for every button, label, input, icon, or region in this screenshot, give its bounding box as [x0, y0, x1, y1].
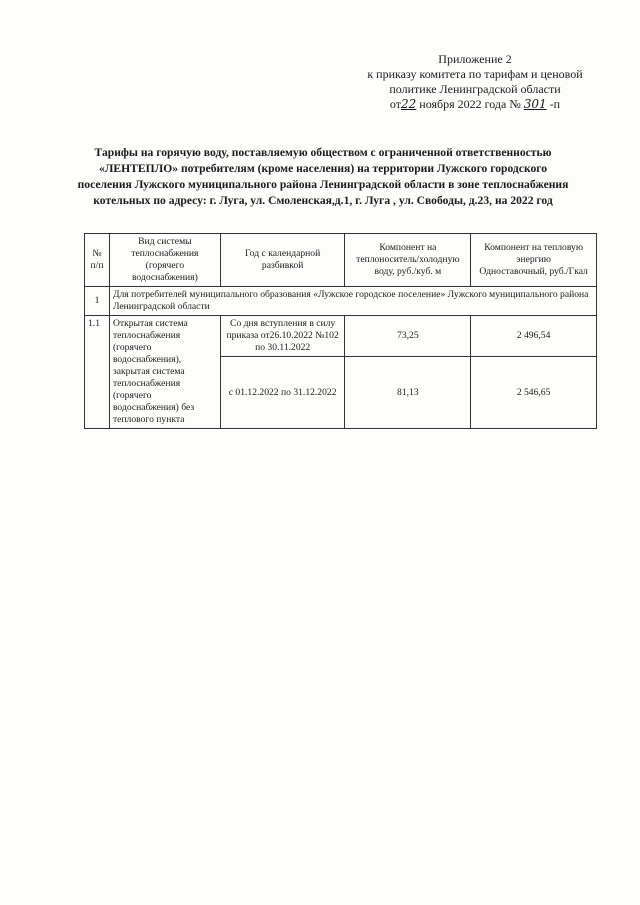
period-cell: с 01.12.2022 по 31.12.2022 [220, 357, 345, 429]
title-line: котельных по адресу: г. Луга, ул. Смоленская,д.1, г. Луга , ул. Свободы, д.23, на 2022 год [93, 194, 553, 207]
group-num: 1 [85, 287, 110, 316]
table-header-row [85, 234, 597, 287]
table-row [85, 316, 597, 357]
title-line: поселения Лужского муниципального района Ленинградской области в зоне теплоснабжения [77, 178, 569, 191]
handwritten-order-number: 301 [523, 97, 547, 111]
header-energy-line2: Одноставочный, руб./Гкал [479, 266, 588, 277]
energy-value: 2 496,54 [471, 316, 597, 357]
period-cell: Со дня вступления в силу приказа от26.10.2022 №102 по 30.11.2022 [220, 316, 345, 357]
date-prefix: от [389, 97, 401, 111]
date-suffix: -п [546, 97, 561, 111]
energy-value: 2 546,65 [471, 357, 597, 429]
date-middle: ноября 2022 года № [416, 97, 524, 111]
row-num: 1.1 [85, 316, 110, 429]
document-title [68, 145, 578, 209]
coolant-value: 73,25 [345, 316, 471, 357]
header-period: Год с календарной разбивкой [220, 234, 345, 287]
coolant-value: 81,13 [345, 357, 471, 429]
row-system: Открытая система теплоснабжения (горячего водоснабжения), закрытая система теплоснабжения (горячего водоснабжения) без теплового пункта [109, 316, 220, 429]
appendix-date-line [330, 97, 620, 112]
appendix-header [330, 52, 620, 112]
header-coolant: Компонент на теплоноситель/холодную воду, руб./куб. м [345, 234, 471, 287]
header-energy-line1: Компонент на тепловую энергию [484, 242, 583, 265]
title-line: Тарифы на горячую воду, поставляемую обществом с ограниченной ответственностью [94, 146, 552, 159]
appendix-title: Приложение 2 [438, 52, 512, 66]
title-line: «ЛЕНТЕПЛО» потребителям (кроме населения) на территории Лужского городского [98, 162, 548, 175]
appendix-order-ref: к приказу комитета по тарифам и ценовой [367, 67, 583, 81]
header-num: № п/п [85, 234, 110, 287]
tariff-table [84, 233, 597, 429]
header-system: Вид системы теплоснабжения (горячего водоснабжения) [109, 234, 220, 287]
handwritten-day: 22 [400, 97, 417, 111]
header-energy [471, 234, 597, 287]
group-row [85, 287, 597, 316]
group-text: Для потребителей муниципального образования «Лужское городское поселение» Лужского муниципального района Ленинградской области [109, 287, 596, 316]
appendix-committee: политике Ленинградской области [389, 82, 561, 96]
